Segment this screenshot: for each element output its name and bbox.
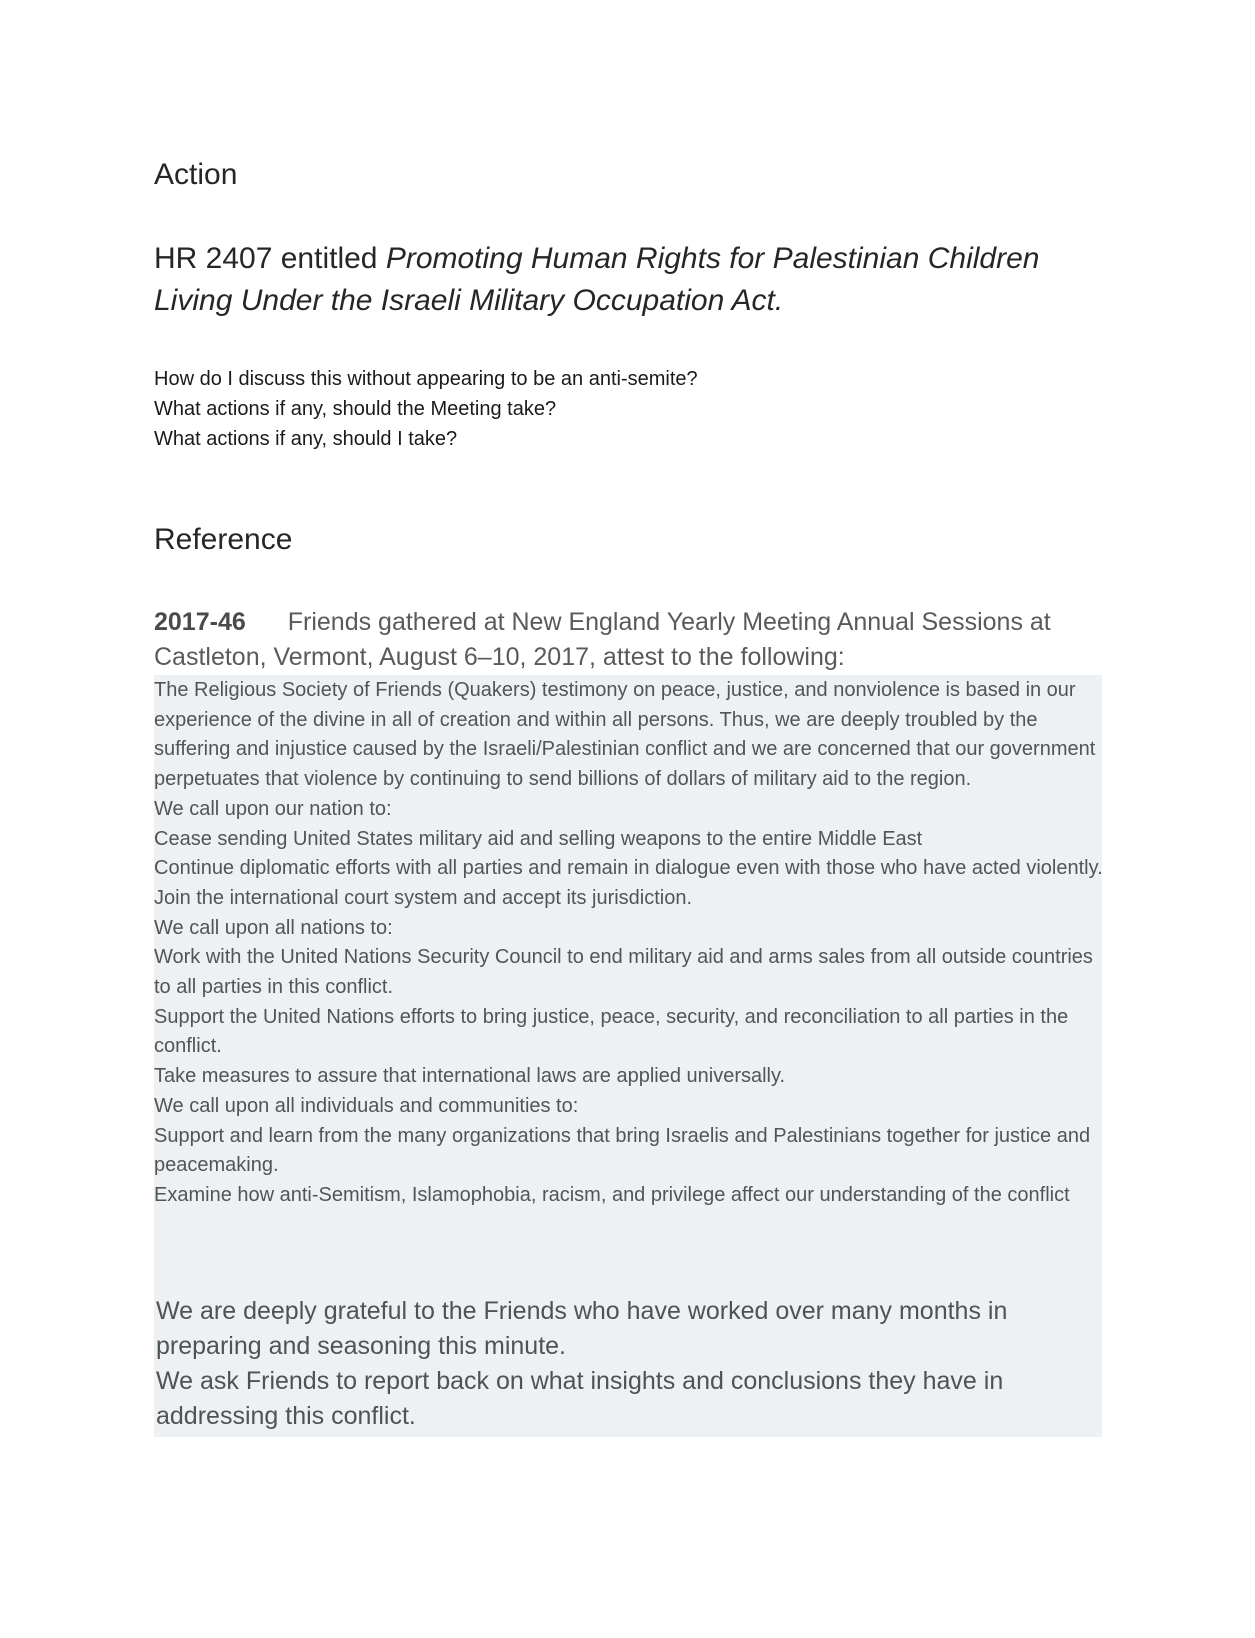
closing-paragraph: We are deeply grateful to the Friends who have worked over many months in preparing and seasoning this minute. (156, 1297, 1008, 1360)
question-item: How do I discuss this without appearing to be an anti-semite? (154, 368, 698, 390)
minute-closing (156, 1294, 1106, 1434)
question-item: What actions if any, should I take? (154, 428, 458, 450)
minute-paragraph: Take measures to assure that international laws are applied universally. (154, 1065, 786, 1088)
minute-paragraph: Join the international court system and accept its jurisdiction. (154, 886, 693, 909)
minute-paragraph: We call upon all individuals and communities to: (154, 1094, 579, 1117)
minute-paragraph: Work with the United Nations Security Council to end military aid and arms sales from all outside countries to all parties in this conflict. (154, 946, 1093, 999)
minute-body (154, 676, 1104, 1211)
minute-intro-text: Friends gathered at New England Yearly Meeting Annual Sessions at Castleton, Vermont, August 6–10, 2017, attest to the following: (154, 608, 1051, 671)
questions-list (154, 364, 698, 454)
action-heading: Action (154, 158, 238, 191)
minute-paragraph: Examine how anti-Semitism, Islamophobia, racism, and privilege affect our understanding of the conflict (154, 1183, 1070, 1206)
minute-paragraph: We call upon all nations to: (154, 916, 393, 939)
bill-name: Promoting Human Rights for Palestinian Children Living Under the Israeli Military Occupation Act. (154, 242, 1040, 317)
question-item: What actions if any, should the Meeting take? (154, 398, 557, 420)
reference-heading: Reference (154, 523, 293, 556)
closing-paragraph: We ask Friends to report back on what insights and conclusions they have in addressing this conflict. (156, 1367, 1004, 1430)
minute-paragraph: Support and learn from the many organizations that bring Israelis and Palestinians together for justice and peacemaking. (154, 1124, 1091, 1177)
minute-paragraph: Support the United Nations efforts to bring justice, peace, security, and reconciliation to all parties in the conflict. (154, 1005, 1069, 1058)
bill-prefix: HR 2407 entitled (154, 242, 386, 275)
minute-number: 2017-46 (154, 608, 246, 636)
minute-paragraph: We call upon our nation to: (154, 797, 392, 820)
minute-paragraph: Cease sending United States military aid and selling weapons to the entire Middle East (154, 827, 923, 850)
minute-paragraph: Continue diplomatic efforts with all parties and remain in dialogue even with those who have acted violently. (154, 857, 1103, 880)
minute-intro (154, 605, 1114, 675)
minute-paragraph: The Religious Society of Friends (Quakers) testimony on peace, justice, and nonviolence is based in our experience of the divine in all of creation and within all persons. Thus, we are deeply troubled by the suffering and injustice caused by the Israeli/Palestinian conflict and we are concerned that our government perpetuates that violence by continuing to send billions of dollars of military aid to the region. (154, 679, 1096, 791)
bill-title (154, 238, 1114, 322)
